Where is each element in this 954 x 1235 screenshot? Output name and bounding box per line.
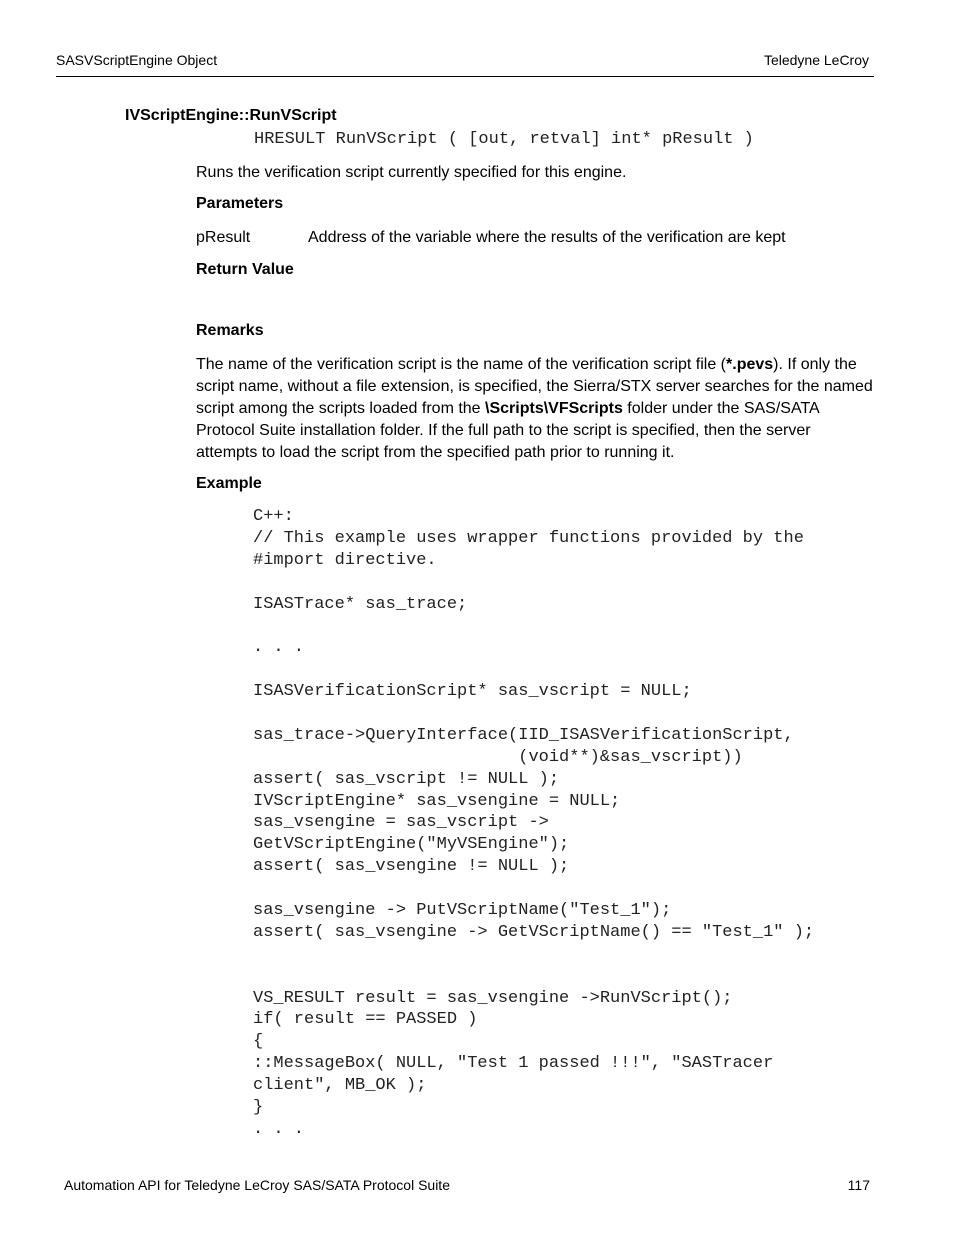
parameter-name: pResult [196,229,251,246]
code-line: // This example uses wrapper functions provided by the [253,528,804,548]
header-rule [56,76,874,77]
parameters-heading: Parameters [196,195,284,212]
code-line: sas_vsengine -> PutVScriptName("Test_1"); [253,901,672,921]
example-heading: Example [196,475,262,492]
code-line: } [253,1098,264,1118]
remarks-paragraph [196,354,876,464]
remarks-folder-path: \Scripts\VFScripts [485,400,623,417]
parameter-description: Address of the variable where the results of the verification are kept [308,229,786,246]
code-line: ISASVerificationScript* sas_vscript = NULL; [253,682,692,702]
remarks-text-1: The name of the verification script is the name of the verification script file ( [196,356,727,373]
code-line: { [253,1032,264,1052]
code-line [253,703,814,725]
code-line: IVScriptEngine* sas_vsengine = NULL; [253,791,621,811]
remarks-heading: Remarks [196,322,264,339]
code-line: ISASTrace* sas_trace; [253,594,468,614]
code-line: . . . [253,1119,305,1139]
code-line: #import directive. [253,550,437,570]
code-line: . . . [253,638,305,658]
code-line: assert( sas_vsengine != NULL ); [253,857,570,877]
example-code-block [253,506,814,1141]
code-line [253,615,814,637]
code-line: (void**)&sas_vscript)) [253,747,743,767]
code-line: sas_vsengine = sas_vscript -> [253,813,549,833]
running-header-title: SASVScriptEngine Object [56,52,218,68]
code-line [253,966,814,988]
code-line: client", MB_OK ); [253,1076,427,1096]
method-signature: HRESULT RunVScript ( [out, retval] int* pResult ) [254,130,754,149]
running-footer-title: Automation API for Teledyne LeCroy SAS/SATA Protocol Suite [64,1177,450,1193]
code-line: GetVScriptEngine("MyVSEngine"); [253,835,570,855]
code-line: VS_RESULT result = sas_vsengine ->RunVScript(); [253,988,733,1008]
remarks-text-2: ). If only the script name, without a file extension, is specified, the Sierra/STX server searches for the named script among the scripts loaded from the [196,356,873,417]
code-line: C++: [253,507,294,526]
code-line [253,944,814,966]
method-description: Runs the verification script currently specified for this engine. [196,164,627,181]
code-line: assert( sas_vscript != NULL ); [253,769,560,789]
code-line: ::MessageBox( NULL, "Test 1 passed !!!", "SASTracer [253,1054,774,1074]
code-line [253,659,814,681]
return-value-heading: Return Value [196,261,294,278]
remarks-file-extension: *.pevs [726,356,774,373]
code-line: sas_trace->QueryInterface(IID_ISASVerificationScript, [253,725,794,745]
remarks-text-3: folder under the SAS/SATA Protocol Suite installation folder. If the full path to the script is specified, then the server attempts to load the script from the specified path prior to running it. [196,400,819,461]
code-line: assert( sas_vsengine -> GetVScriptName() == "Test_1" ); [253,922,815,942]
code-line [253,572,814,594]
running-header-company: Teledyne LeCroy [763,52,869,68]
method-title: IVScriptEngine::RunVScript [125,107,337,124]
code-line: if( result == PASSED ) [253,1010,478,1030]
code-line [253,878,814,900]
page-number: 117 [847,1177,870,1193]
